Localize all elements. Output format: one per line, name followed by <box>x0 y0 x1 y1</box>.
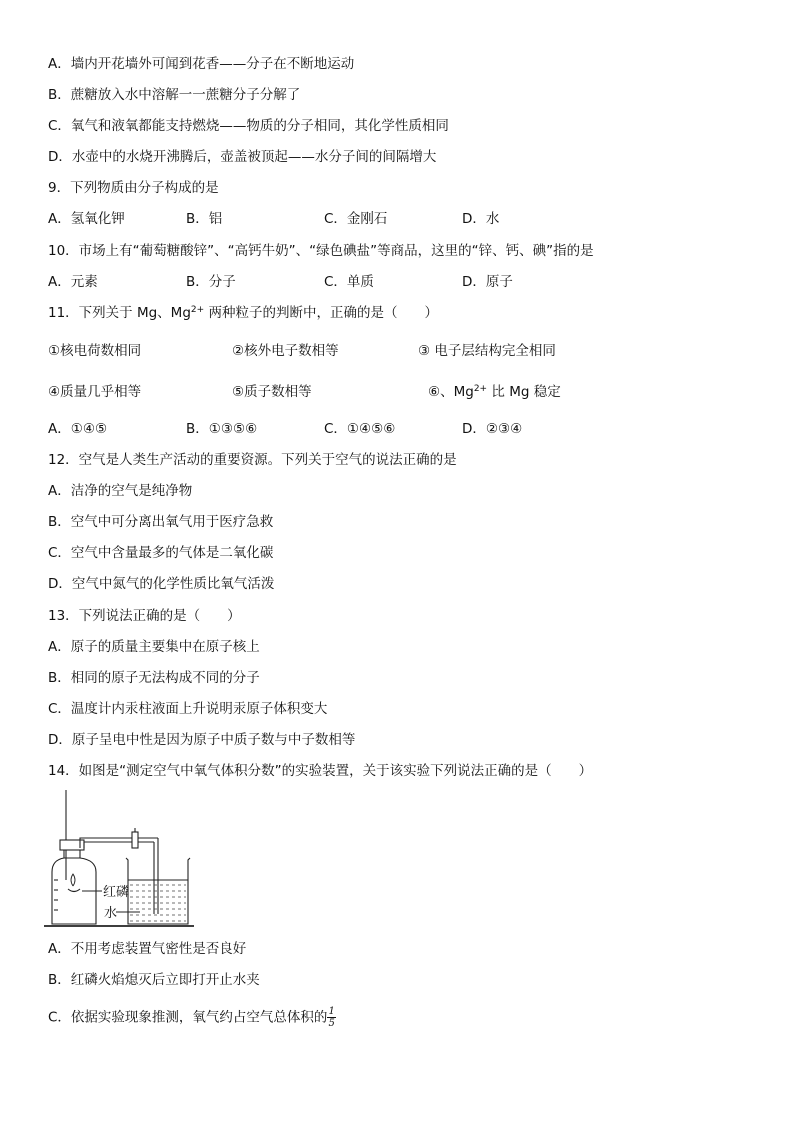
q11-option-b: B．①③⑤⑥ <box>186 421 258 437</box>
q14-option-c-text: C．依据实验现象推测，氧气约占空气总体积的 <box>48 1009 328 1026</box>
q9-option-c: C．金刚石 <box>324 211 388 227</box>
q11-item-1: ①核电荷数相同 <box>48 343 142 359</box>
experiment-apparatus-diagram <box>44 788 204 930</box>
q9-option-a: A．氢氧化钾 <box>48 211 125 227</box>
q12-option-b: B．空气中可分离出氧气用于医疗急救 <box>48 514 274 530</box>
q10-option-a: A．元素 <box>48 274 98 290</box>
q9-stem: 9．下列物质由分子构成的是 <box>48 180 219 196</box>
q11-item-6-a: ⑥、Mg <box>428 384 474 400</box>
q11-item-6 <box>428 383 561 401</box>
q8-option-c: C．氧气和液氧都能支持燃烧——物质的分子相同，其化学性质相同 <box>48 118 449 134</box>
q11-item-5: ⑤质子数相等 <box>232 384 312 400</box>
fraction <box>327 1006 335 1029</box>
q8-option-b: B．蔗糖放入水中溶解一一蔗糖分子分解了 <box>48 87 301 103</box>
q12-option-a: A．洁净的空气是纯净物 <box>48 483 193 499</box>
q10-option-d: D．原子 <box>462 274 513 290</box>
q12-stem: 12．空气是人类生产活动的重要资源。下列关于空气的说法正确的是 <box>48 452 457 468</box>
q13-stem: 13．下列说法正确的是（ ） <box>48 608 241 624</box>
q11-item-6-sup: 2+ <box>473 384 488 394</box>
q11-item-4: ④质量几乎相等 <box>48 384 142 400</box>
q14-option-c <box>48 1006 336 1029</box>
q13-option-d: D．原子呈电中性是因为原子中质子数与中子数相等 <box>48 732 356 748</box>
q13-option-c: C．温度计内汞柱液面上升说明汞原子体积变大 <box>48 701 328 717</box>
fraction-numerator: 1 <box>328 1006 335 1017</box>
q13-option-b: B．相同的原子无法构成不同的分子 <box>48 670 260 686</box>
q11-stem-sup: 2+ <box>190 305 205 315</box>
q8-option-d: D．水壶中的水烧开沸腾后，壶盖被顶起——水分子间的间隔增大 <box>48 149 437 165</box>
q11-option-d: D．②③④ <box>462 421 523 437</box>
label-water: 水 <box>104 906 118 921</box>
q14-option-b: B．红磷火焰熄灭后立即打开止水夹 <box>48 972 260 988</box>
q11-option-a: A．①④⑤ <box>48 421 108 437</box>
q14-option-a: A．不用考虑装置气密性是否良好 <box>48 941 247 957</box>
q8-option-a: A．墙内开花墙外可闻到花香——分子在不断地运动 <box>48 56 355 72</box>
label-red-phosphorus: 红磷 <box>103 885 130 900</box>
q10-option-b: B．分子 <box>186 274 236 290</box>
q12-option-c: C．空气中含量最多的气体是二氧化碳 <box>48 545 274 561</box>
q11-item-2: ②核外电子数相等 <box>232 343 339 359</box>
q14-stem: 14．如图是“测定空气中氧气体积分数”的实验装置，关于该实验下列说法正确的是（ ） <box>48 763 593 779</box>
q9-option-b: B．铝 <box>186 211 223 227</box>
q11-item-6-b: 比 Mg 稳定 <box>487 384 561 400</box>
fraction-denominator: 5 <box>328 1018 335 1029</box>
q11-option-c: C．①④⑤⑥ <box>324 421 396 437</box>
q13-option-a: A．原子的质量主要集中在原子核上 <box>48 639 260 655</box>
q11-stem-a: 11．下列关于 Mg、Mg <box>48 305 191 321</box>
q11-item-3: ③ 电子层结构完全相同 <box>418 343 556 359</box>
q12-option-d: D．空气中氮气的化学性质比氧气活泼 <box>48 576 275 592</box>
q10-stem: 10．市场上有“葡萄糖酸锌”、“高钙牛奶”、“绿色碘盐”等商品，这里的“锌、钙、碘”指的是 <box>48 243 594 259</box>
q9-option-d: D．水 <box>462 211 500 227</box>
q11-stem <box>48 304 438 322</box>
q11-stem-b: 两种粒子的判断中，正确的是（ ） <box>204 305 438 321</box>
q10-option-c: C．单质 <box>324 274 374 290</box>
